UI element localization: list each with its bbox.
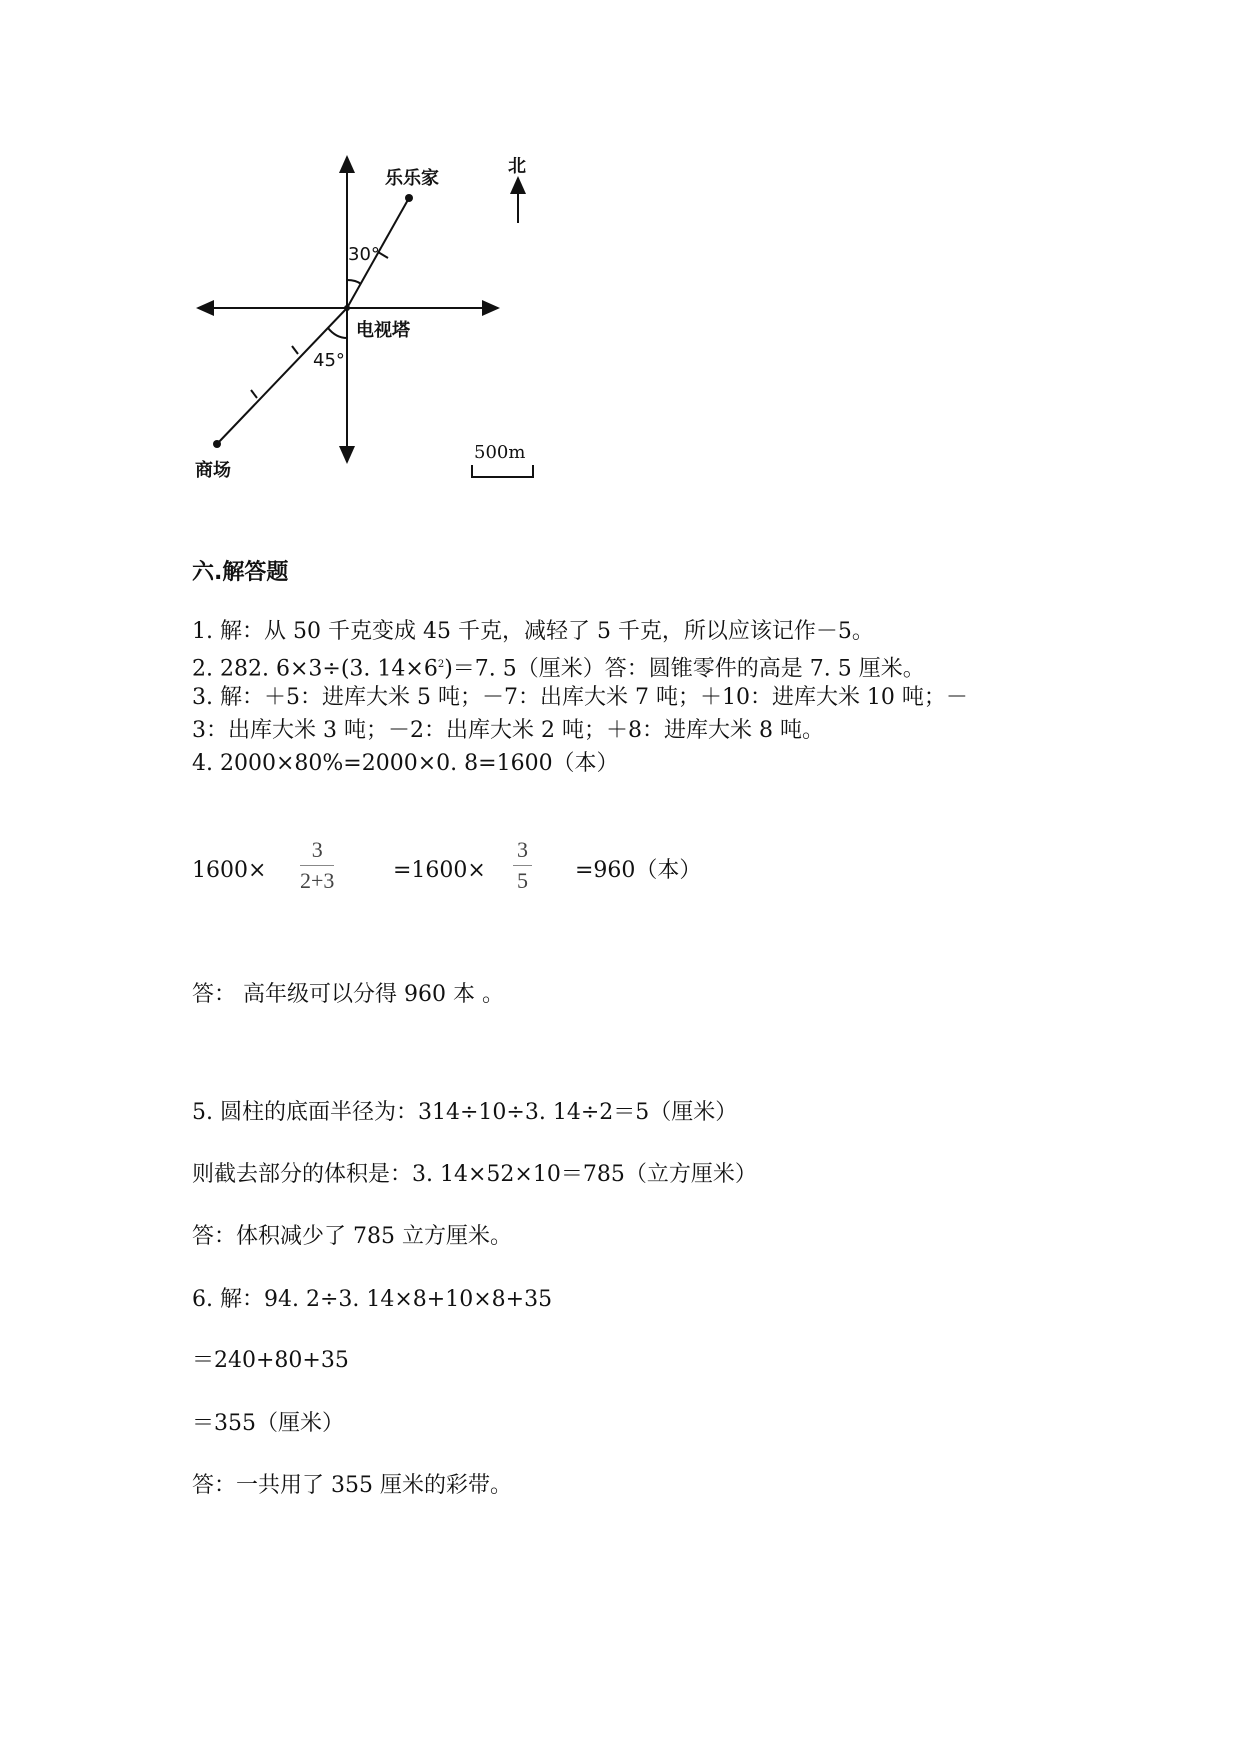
fraction-1-denominator: 2+3 (300, 868, 335, 893)
mall-label: 商场 (195, 460, 231, 481)
answer-2-pre: 2. 282. 6×3÷(3. 14×6 (192, 656, 438, 682)
north-label: 北 (508, 156, 526, 177)
answer-6-line1: 6. 解：94. 2÷3. 14×8+10×8+35 (192, 1287, 553, 1312)
scale-bar (472, 465, 533, 477)
angle-30-label: 30° (348, 244, 380, 265)
answer-4-eq-part3: =960（本） (575, 858, 702, 883)
answer-6-line3: ＝355（厘米） (192, 1411, 344, 1436)
tick-mark (251, 390, 257, 398)
answer-4-eq-part1: 1600× (192, 858, 267, 883)
direction-diagram (0, 0, 600, 520)
answer-6-line2: ＝240+80+35 (192, 1348, 349, 1373)
fraction-2-denominator: 5 (517, 868, 528, 893)
home-point (405, 194, 413, 202)
tick-mark (292, 346, 298, 354)
angle-45-label: 45° (313, 350, 345, 371)
section-title: 六.解答题 (192, 560, 289, 585)
fraction-1 (300, 837, 334, 894)
scale-label: 500m (474, 442, 526, 463)
answer-3-line1: 3. 解：＋5：进库大米 5 吨；－7：出库大米 7 吨；＋10：进库大米 10 吨；－ (192, 685, 968, 710)
angle-arc-30 (347, 280, 361, 284)
answer-4-conclusion: 答： 高年级可以分得 960 本 。 (192, 982, 504, 1007)
answer-2 (192, 651, 925, 683)
fraction-1-numerator: 3 (300, 837, 334, 866)
tower-point (344, 305, 350, 311)
angle-arc-45 (328, 328, 347, 338)
answer-2-post: )＝7. 5（厘米）答：圆锥零件的高是 7. 5 厘米。 (444, 656, 925, 682)
answer-5-line2: 则截去部分的体积是：3. 14×52×10＝785（立方厘米） (192, 1162, 757, 1187)
answer-6-line4: 答：一共用了 355 厘米的彩带。 (192, 1473, 512, 1498)
tower-label: 电视塔 (356, 320, 410, 341)
answer-5-line1: 5. 圆柱的底面半径为：314÷10÷3. 14÷2＝5（厘米） (192, 1100, 738, 1125)
home-label: 乐乐家 (385, 168, 439, 189)
answer-3-line2: 3：出库大米 3 吨；－2：出库大米 2 吨；＋8：进库大米 8 吨。 (192, 718, 824, 743)
fraction-2-numerator: 3 (513, 837, 532, 866)
answer-1: 1. 解：从 50 千克变成 45 千克，减轻了 5 千克，所以应该记作－5。 (192, 619, 874, 644)
answer-2-exponent: 2 (437, 659, 445, 670)
answer-4-line1: 4. 2000×80%=2000×0. 8=1600（本） (192, 751, 619, 776)
mall-point (213, 440, 221, 448)
answer-5-line3: 答：体积减少了 785 立方厘米。 (192, 1224, 512, 1249)
answer-4-eq-part2: =1600× (393, 858, 486, 883)
fraction-2 (513, 837, 532, 894)
